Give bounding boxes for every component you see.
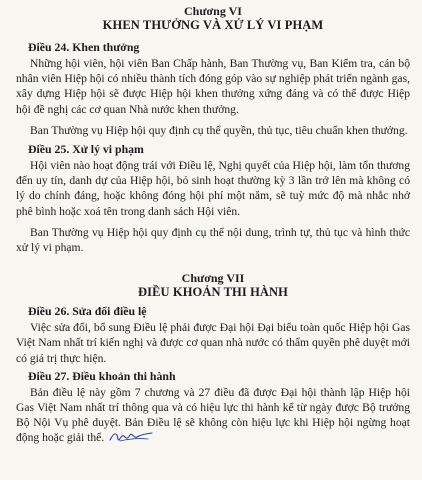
article-24-paragraph-1: Những hội viên, hội viên Ban Chấp hành, Ban Thường vụ, Ban Kiểm tra, cán bộ nhân viên Hiệp hội có nhiều thành tích đóng góp vào sự nghiệp phát triển ngành gas, xây dựng Hiệp hội sẽ được Hiệp hội khen thưởng xứng đáng và có thể được Hiệp hội đề nghị các cơ quan Nhà nước khen thưởng. — [16, 57, 410, 116]
signature-icon — [108, 430, 154, 444]
chapter-7-title: ĐIỀU KHOẢN THI HÀNH — [138, 285, 288, 300]
chapter-6-label: Chương VI — [184, 4, 242, 18]
article-24-paragraph-2: Ban Thường vụ Hiệp hội quy định cụ thể quyền, thủ tục, tiêu chuẩn khen thưởng. — [30, 123, 408, 137]
article-26-heading: Điều 26. Sửa đổi điều lệ — [28, 304, 147, 319]
article-25-paragraph-2: Ban Thường vụ Hiệp hội quy định cụ thể nội dung, trình tự, thủ tục và hình thức xử lý vi phạm. — [16, 225, 410, 255]
chapter-7-label: Chương VII — [181, 271, 245, 286]
article-26-paragraph-1: Việc sửa đổi, bổ sung Điều lệ phải được Đại hội Đại biểu toàn quốc Hiệp hội Gas Việt Nam nhất trí kiến nghị và được cơ quan nhà nước có thẩm quyền phê duyệt mới có giá trị thực hiện. — [16, 321, 410, 365]
article-25-heading: Điều 25. Xử lý vi phạm — [28, 142, 144, 157]
article-27-heading: Điều 27. Điều khoản thi hành — [28, 368, 176, 383]
article-27-paragraph-1 — [16, 385, 410, 446]
article-24-heading: Điều 24. Khen thưởng — [28, 40, 140, 54]
article-25-paragraph-1: Hội viên nào hoạt động trái với Điều lệ, Nghị quyết của Hiệp hội, làm tổn thương đến uy tín, danh dự của Hiệp hội, bỏ sinh hoạt thường kỳ 3 lần trở lên mà không có lý do chính đáng, hoặc không đóng hội phí một năm, sẽ tuỳ mức độ mà nhắc nhở phê bình hoặc xoá tên trong danh sách Hội viên. — [16, 159, 410, 218]
article-27-paragraph-1-text: Bản điều lệ này gồm 7 chương và 27 điều đã được Đại hội thành lập Hiệp hội Gas Việt Nam nhất trí thông qua và có hiệu lực thi hành kể từ ngày được Bộ trưởng Bộ Nội Vụ phê duyệt. Bản Điều lệ sẽ không còn hiệu lực khi Hiệp hội ngừng hoạt động hoặc giải thể. — [16, 385, 410, 445]
chapter-6-title: KHEN THƯỞNG VÀ XỬ LÝ VI PHẠM — [102, 18, 324, 32]
